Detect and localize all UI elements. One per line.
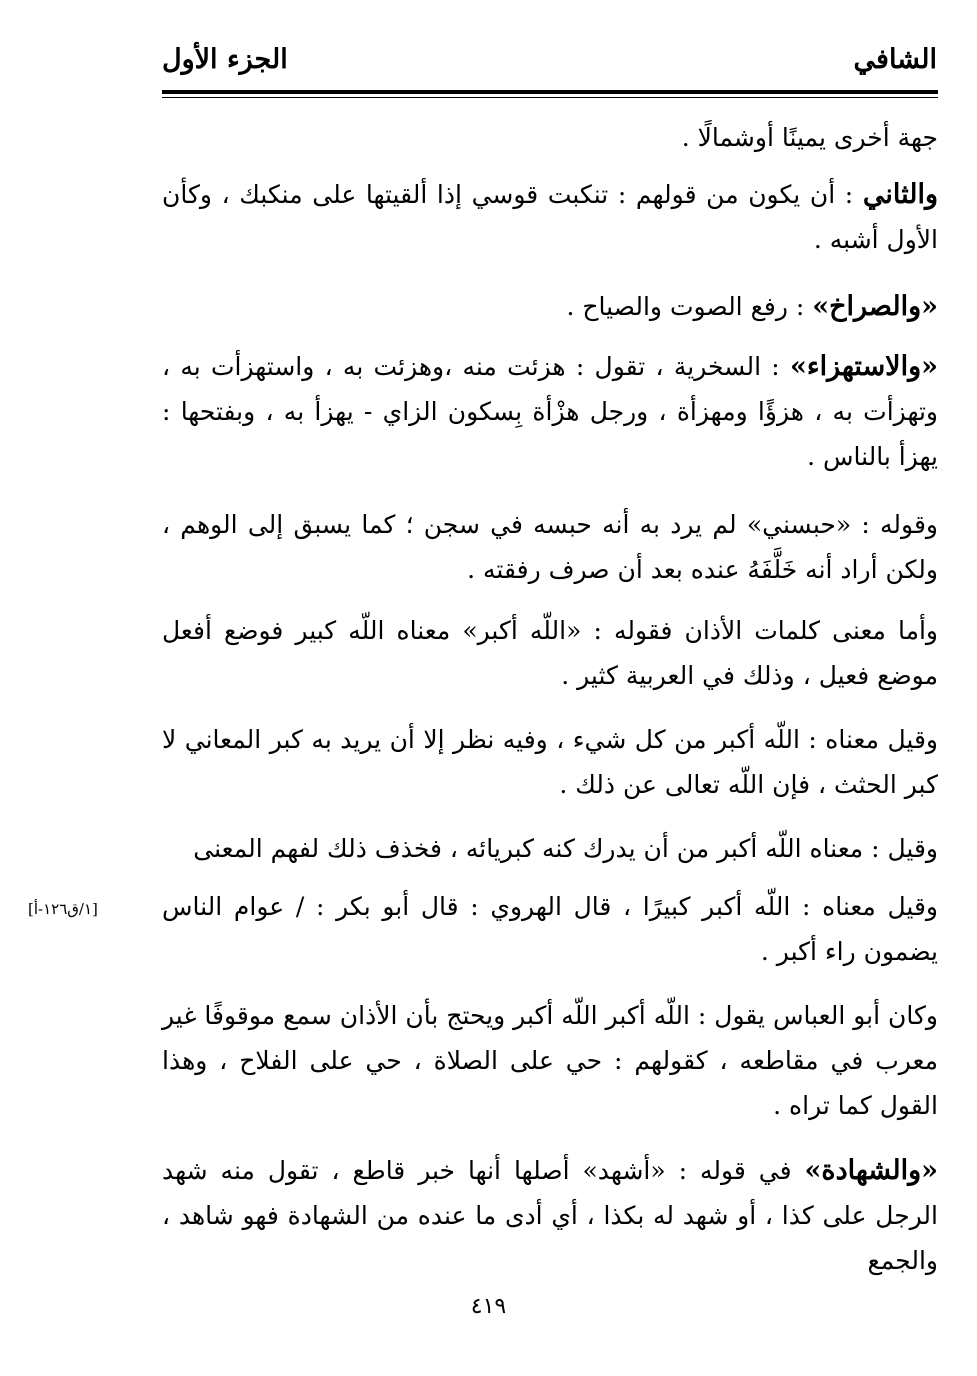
paragraph [162, 826, 938, 871]
paragraph-text: : رفع الصوت والصياح . [566, 292, 805, 321]
page-header [0, 0, 977, 100]
paragraph-text: وقيل : معناه اللّه أكبر من أن يدرك كنه كبريائه ، فخذف ذلك لفهم المعنى [193, 834, 938, 863]
paragraph-bold: «والصراخ» [812, 291, 938, 322]
paragraph-text: : السخرية ، تقول : هزئت منه ،وهزئت به ، واستهزأت به ، وتهزأت به ، هزؤًا ومهزأة ، ورجل هزْأة بِسكون الزاي - يهزأ به ، وبفتحها : يهزأ بالناس . [162, 352, 938, 471]
header-rule-thin [162, 97, 938, 98]
paragraph-text: وقوله : «حبسني» لم يرد به أنه حبسه في سجن ؛ كما يسبق إلى الوهم ، ولكن أراد أنه خَلَّفَهُ عنده بعد أن صرف رفقته . [162, 510, 938, 584]
paragraph [162, 1148, 938, 1283]
paragraph-text: جهة أخرى يمينًا أوشمالًا . [681, 123, 938, 152]
paragraph-text: في قوله : «أشهد» أصلها أنها خبر قاطع ، تقول منه شهد الرجل على كذا ، أو شهد له بكذا ، أي أدى ما عنده من الشهادة فهو شاهد ، والجمع [162, 1156, 938, 1275]
paragraph [162, 717, 938, 807]
book-title: الشافي [853, 44, 937, 75]
paragraph-bold: والثاني [862, 179, 938, 210]
paragraph [162, 993, 938, 1128]
margin-note: [١/ق١٢٦-أ] [28, 900, 98, 918]
paragraph-bold: «والشهادة» [804, 1155, 938, 1186]
paragraph [162, 115, 938, 160]
paragraph-text: وقيل معناه : اللّه أكبر كبيرًا ، قال الهروي : قال أبو بكر : / عوام الناس يضمون راء أكبر . [162, 892, 938, 966]
paragraph-text: وقيل معناه : اللّه أكبر من كل شيء ، وفيه نظر إلا أن يريد به كبر المعاني لا كبر الحثث ، فإن اللّه تعالى عن ذلك . [162, 725, 938, 799]
paragraph [162, 172, 938, 262]
paragraph [162, 502, 938, 592]
paragraph [162, 344, 938, 479]
paragraph [162, 884, 938, 974]
paragraph [162, 608, 938, 698]
paragraph-text: وأما معنى كلمات الأذان فقوله : «اللّه أكبر» معناه اللّه كبير فوضع أفعل موضع فعيل ، وذلك في العربية كثير . [162, 616, 938, 690]
paragraph-text: وكان أبو العباس يقول : اللّه أكبر اللّه أكبر ويحتج بأن الأذان سمع موقوفًا غير معرب في مقاطعه ، كقولهم : حي على الصلاة ، حي على الفلاح ، وهذا القول كما تراه . [162, 1001, 938, 1120]
paragraph-text: : أن يكون من قولهم : تنكبت قوسي إذا ألقيتها على منكبك ، وكأن الأول أشبه . [162, 180, 938, 254]
paragraph-bold: «والاستهزاء» [790, 351, 938, 382]
volume-label: الجزء الأول [162, 44, 288, 75]
paragraph [162, 284, 938, 329]
page-number: ٤١٩ [470, 1294, 507, 1319]
header-rule-thick [162, 90, 938, 94]
